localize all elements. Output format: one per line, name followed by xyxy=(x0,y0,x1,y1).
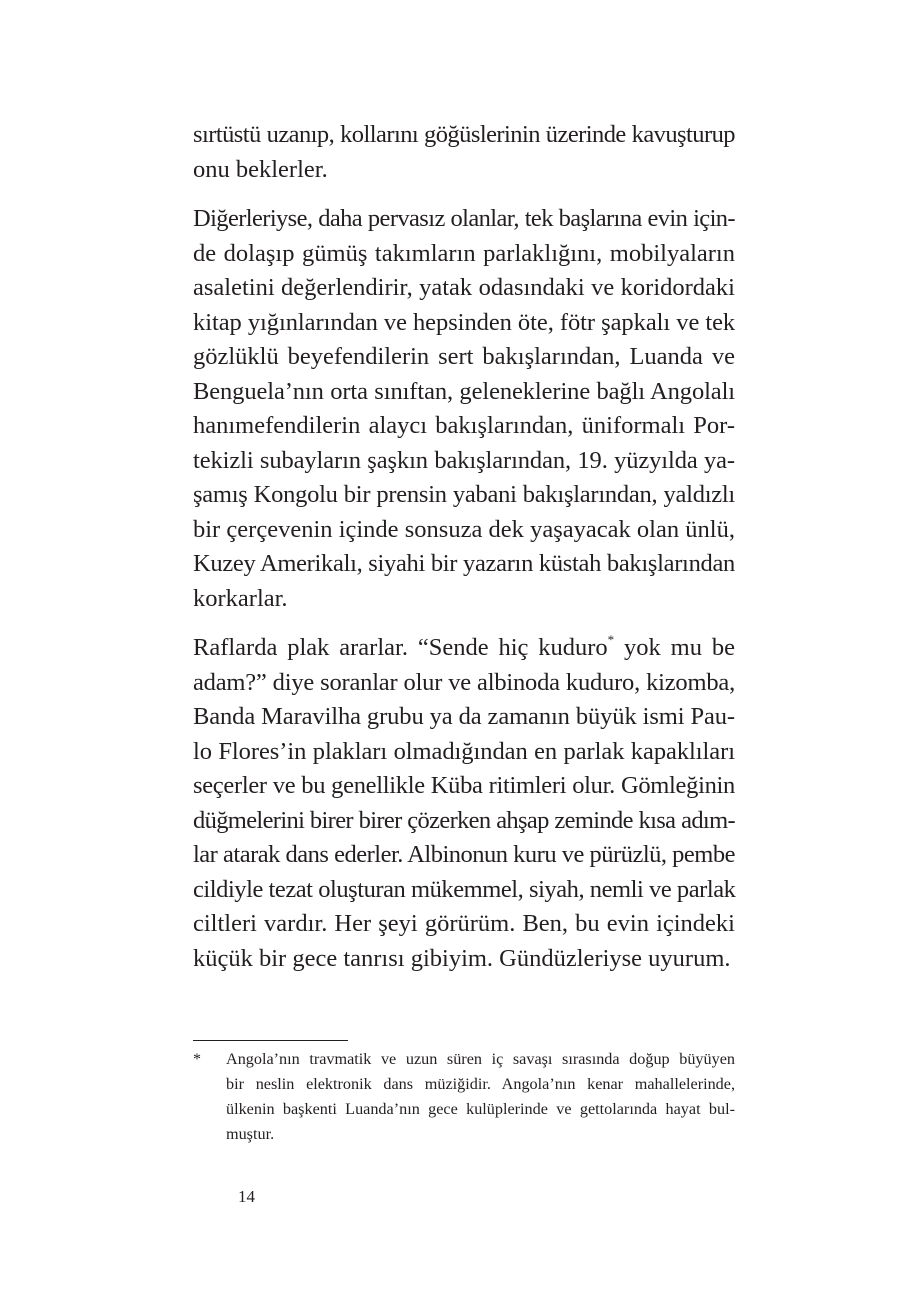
body-text xyxy=(193,118,735,976)
text-line: şamış Kongolu bir prensin yabani bakışlarından, yaldızlı xyxy=(193,481,735,508)
text-segment: yok mu be xyxy=(614,634,735,661)
footnote-line: muştur. xyxy=(226,1125,275,1143)
text-segment: Raflarda plak ararlar. “Sende hiç kuduro xyxy=(193,634,608,661)
text-line: onu beklerler. xyxy=(193,155,328,183)
text-line: düğmelerini birer birer çözerken ahşap zeminde kısa adım- xyxy=(193,806,735,834)
footnote-divider xyxy=(193,1040,348,1041)
paragraph-gap xyxy=(193,616,735,631)
text-line: seçerler ve bu genellikle Küba ritimleri olur. Gömleğinin xyxy=(193,772,735,799)
page-number: 14 xyxy=(238,1187,255,1206)
text-line: Benguela’nın orta sınıftan, geleneklerine bağlı Angolalı xyxy=(193,377,735,405)
paragraph-gap xyxy=(193,187,735,202)
text-line: hanımefendilerin alaycı bakışlarından, üniformalı Por- xyxy=(193,412,735,439)
text-line: kitap yığınlarından ve hepsinden öte, fötr şapkalı ve tek xyxy=(193,308,736,336)
text-line: Banda Maravilha grubu ya da zamanın büyük ismi Pau- xyxy=(193,703,735,730)
text-line: ciltleri vardır. Her şeyi görürüm. Ben, bu evin içindeki xyxy=(193,910,735,937)
text-line: tekizli subayların şaşkın bakışlarından, 19. yüzyılda ya- xyxy=(193,446,735,474)
text-line: de dolaşıp gümüş takımların parlaklığını, mobilyaların xyxy=(193,239,735,267)
text-line: lar atarak dans ederler. Albinonun kuru ve pürüzlü, pembe xyxy=(193,841,735,868)
footnote-reference[interactable]: * xyxy=(607,632,615,647)
text-line-with-footnote xyxy=(193,631,735,666)
text-line: korkarlar. xyxy=(193,584,288,612)
footnote-line: Angola’nın travmatik ve uzun süren iç savaşı sırasında doğup büyüyen xyxy=(226,1050,735,1068)
text-line: Kuzey Amerikalı, siyahi bir yazarın küstah bakışlarından xyxy=(193,550,735,577)
footnote-text xyxy=(226,1047,735,1147)
footnote-line: bir neslin elektronik dans müziğidir. Angola’nın kenar mahallelerinde, xyxy=(226,1075,735,1093)
text-line: gözlüklü beyefendilerin sert bakışlarından, Luanda ve xyxy=(193,343,735,370)
text-line: lo Flores’in plakları olmadığından en parlak kapaklıları xyxy=(193,737,735,765)
text-line: asaletini değerlendirir, yatak odasındaki ve koridordaki xyxy=(193,274,735,301)
text-line: adam?” diye soranlar olur ve albinoda kuduro, kizomba, xyxy=(193,668,735,696)
text-line: Diğerleriyse, daha pervasız olanlar, tek başlarına evin için- xyxy=(193,205,735,232)
text-line: sırtüstü uzanıp, kollarını göğüslerinin üzerinde kavuşturup xyxy=(193,121,735,148)
text-line: cildiyle tezat oluşturan mükemmel, siyah, nemli ve parlak xyxy=(193,875,736,903)
text-line: küçük bir gece tanrısı gibiyim. Gündüzleriyse uyurum. xyxy=(193,944,731,972)
text-line: bir çerçevenin içinde sonsuza dek yaşayacak olan ünlü, xyxy=(193,515,735,543)
footnote-line: ülkenin başkenti Luanda’nın gece kulüplerinde ve gettolarında hayat bul- xyxy=(226,1100,735,1118)
footnote-marker: * xyxy=(193,1051,201,1068)
